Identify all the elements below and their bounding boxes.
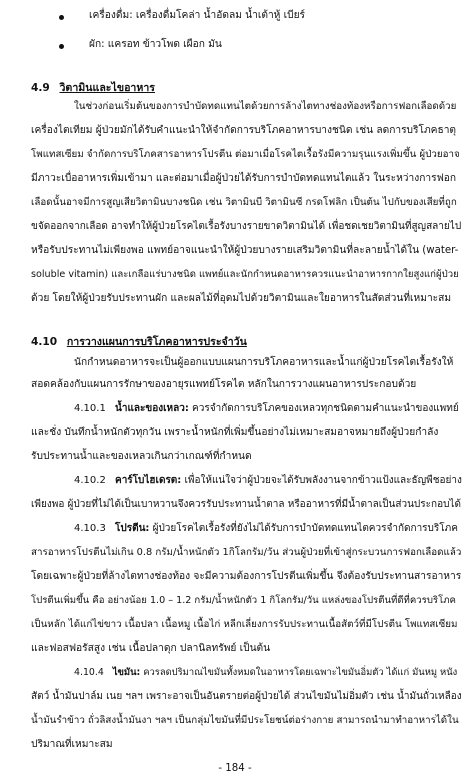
- subsection-number: 4.10.1: [74, 403, 106, 414]
- paragraph-line: โพแทสเซียม จำกัดการบริโภคสารอาหารโปรตีน ต่อมาเมื่อโรคไตเรื้อรังมีความรุนแรงเพิ่มขึ้น ผู้ป่วยอาจ: [31, 149, 460, 160]
- paragraph-line: ในช่วงก่อนเริ่มต้นของการบำบัดทดแทนไตด้วยการล้างไตทางช่องท้องหรือการฟอกเลือดด้วย: [74, 101, 457, 112]
- bullet-vegetables: ผัก: แครอท ข้าวโพด เผือก มัน: [89, 39, 222, 50]
- subsection-number: 4.10.3: [74, 523, 106, 534]
- subsection-term: โปรตีน:: [115, 523, 150, 534]
- paragraph-line: เครื่องไตเทียม ผู้ป่วยมักได้รับคำแนะนำให้จำกัดการบริโภคอาหารบางชนิด เช่น ลดการบริโภคธาตุ: [31, 125, 457, 136]
- section-4-9-heading: [31, 81, 155, 95]
- paragraph-line: soluble vitamin) และเกลือแร่บางชนิด แพทย์และนักกำหนดอาหารควรแนะนำอาหารกากใยสูงแก่ผู้ป่วย: [31, 269, 459, 280]
- subsection-text: ควรลดปริมาณไขมันทั้งหมดในอาหารโดยเฉพาะไขมันอิ่มตัว ได้แก่ มันหมู หนัง: [140, 667, 458, 678]
- subsection-term: ไขมัน:: [112, 667, 141, 678]
- paragraph-line: น้ำมันรำข้าว ถั่วลิสงน้ำมันงา ฯลฯ เป็นกลุ่มไขมันที่มีประโยชน์ต่อร่างกาย สามารถนำมาทำอาหารได้ใน: [31, 715, 459, 726]
- paragraph-line: สัตว์ น้ำมันปาล์ม เนย ฯลฯ เพราะอาจเป็นอันตรายต่อผู้ป่วยได้ ส่วนไขมันไม่อิ่มตัว เช่น น้ำมันถั่วเหลือง: [31, 691, 462, 702]
- subsection-4-10-1: [74, 402, 459, 416]
- section-title: วิตามินและไขอาหาร: [59, 82, 155, 94]
- subsection-number: 4.10.2: [74, 475, 106, 486]
- subsection-text: เพื่อให้แน่ใจว่าผู้ป่วยจะได้รับพลังงานจากข้าวแป้งและธัญพืชอย่าง: [181, 475, 462, 486]
- paragraph-line: ด้วย โดยให้ผู้ป่วยรับประทานผัก และผลไม้ที่อุดมไปด้วยวิตามินและใยอาหารในสัดส่วนที่เหมาะสม: [31, 293, 452, 304]
- subsection-4-10-3: [74, 522, 458, 536]
- subsection-term: น้ำและของเหลว:: [115, 403, 189, 414]
- subsection-text: ควรจำกัดการบริโภคของเหลวทุกชนิดตามคำแนะนำของแพทย์: [188, 403, 459, 414]
- paragraph-line: ขจัดออกจากเลือด อาจทำให้ผู้ป่วยโรคไตเรื้อรังบางรายขาดวิตามินได้ เพื่อชดเชยวิตามินที่สูญสลายไป: [31, 221, 462, 232]
- section-title: การวางแผนการบริโภคอาหารประจำวัน: [66, 336, 247, 348]
- paragraph-line: เพียงพอ ผู้ป่วยที่ไม่ได้เป็นเบาหวานจึงควรรับประทานน้ำตาล หรืออาหารที่มีน้ำตาลเป็นส่วนประกอบได้: [31, 499, 461, 510]
- section-number: 4.9: [31, 82, 50, 94]
- section-4-10-heading: [31, 335, 247, 349]
- page-number: - 184 -: [218, 763, 252, 774]
- subsection-text: ผู้ป่วยโรคไตเรื้อรังที่ยังไม่ได้รับการบำบัดทดแทนไตควรจำกัดการบริโภค: [149, 523, 458, 534]
- paragraph-line: หรือรับประทานไม่เพียงพอ แพทย์อาจแนะนำให้ผู้ป่วยบางรายเสริมวิตามินที่ละลายน้ำได้ใน (water-: [31, 245, 459, 256]
- paragraph-line: โปรตีนเพิ่มขึ้น คือ อย่างน้อย 1.0 – 1.2 กรัม/น้ำหนักตัว 1 กิโลกรัม/วัน แหล่งของโปรตีนที่ดีที่ควรบริโภค: [31, 595, 456, 606]
- subsection-number: 4.10.4: [74, 667, 104, 678]
- bullet-drinks: เครื่องดื่ม: เครื่องดื่มโคล่า น้ำอัดลม น้ำเต้าหู้ เบียร์: [89, 10, 306, 21]
- paragraph-line: ปริมาณที่เหมาะสม: [31, 739, 113, 750]
- paragraph-line: โดยเฉพาะผู้ป่วยที่ล้างไตทางช่องท้อง จะมีความต้องการโปรตีนเพิ่มขึ้น จึงต้องรับประทานสารอาหาร: [31, 571, 462, 582]
- subsection-4-10-2: [74, 474, 462, 488]
- paragraph-line: รับประทานน้ำและของเหลวเกินกว่าเกณฑ์ที่กำหนด: [31, 451, 252, 462]
- bullet-dot: [59, 44, 64, 49]
- paragraph-line: สอดคล้องกับแผนการรักษาของอายุรแพทย์โรคไต หลักในการวางแผนอาหารประกอบด้วย: [31, 379, 417, 390]
- subsection-4-10-4: [74, 666, 457, 680]
- paragraph-line: นักกำหนดอาหารจะเป็นผู้ออกแบบแผนการบริโภคอาหารและน้ำแก่ผู้ป่วยโรคไตเรื้อรังให้: [74, 357, 454, 368]
- paragraph-line: เลือดนั้นอาจมีการสูญเสียวิตามินบางชนิด เช่น วิตามินบี วิตามินซี กรดโฟลิก เป็นต้น ไปกับของเสียที่ถูก: [31, 197, 457, 208]
- section-number: 4.10: [31, 336, 58, 348]
- paragraph-line: สารอาหารโปรตีนไม่เกิน 0.8 กรัม/น้ำหนักตัว 1กิโลกรัม/วัน ส่วนผู้ป่วยที่เข้าสู่กระบวนการฟอกเลือดแล้ว: [31, 547, 462, 558]
- paragraph-line: เป็นหลัก ได้แก่ไข่ขาว เนื้อปลา เนื้อหมู เนื้อไก่ หลีกเลี่ยงการรับประทานเนื้อสัตว์ที่มีโปรตีน โพแทสเซียม: [31, 619, 458, 630]
- paragraph-line: มีภาวะเบื่ออาหารเพิ่มเข้ามา และต่อมาเมื่อผู้ป่วยได้รับการบำบัดทดแทนไตแล้ว ในระหว่างการฟอก: [31, 173, 457, 184]
- bullet-dot: [59, 15, 64, 20]
- paragraph-line: และฟอสฟอรัสสูง เช่น เนื้อปลาดุก ปลานิลทรัพย์ เป็นต้น: [31, 643, 271, 654]
- paragraph-line: และชั่ง บันทึกน้ำหนักตัวทุกวัน เพราะน้ำหนักที่เพิ่มขึ้นอย่างไม่เหมาะสมอาจหมายถึงผู้ป่วยกำลัง: [31, 427, 439, 438]
- subsection-term: คาร์โบไฮเดรต:: [115, 475, 182, 486]
